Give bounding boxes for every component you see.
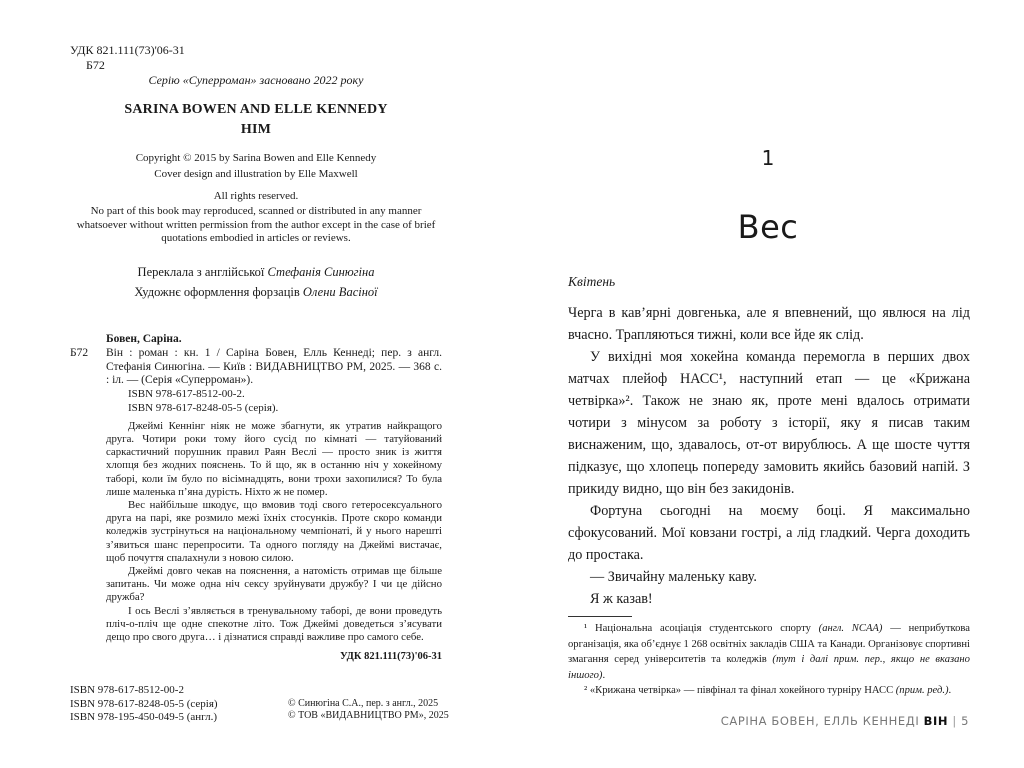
original-title: HIM: [240, 122, 272, 137]
isbn-line: ISBN 978-617-8512-00-2: [70, 684, 184, 696]
footnote-text: — неприбуткова організація, яка об’єднує 1 268 освітніх закладів США та Канади. Організовує спортивні змагання серед університетів та коледжів: [568, 623, 970, 665]
footnote-end: .: [602, 669, 606, 681]
catalog-author-heading: Бовен, Саріна.: [106, 333, 182, 345]
body-paragraph: Черга в кав’ярні довгенька, але я впевнений, що явлюся на лід вчасно. Трапляються тижні, коли все йде як слід.: [568, 305, 970, 343]
catalog-description: Він : роман : кн. 1 / Саріна Бовен, Елль Кеннеді; пер. з англ. Стефанія Синюгіна. — Київ : ВИДАВНИЦТВО РМ, 2025. — 368 с. : іл. — (Серія «Суперроман»).: [106, 346, 442, 387]
translator-credit: [70, 262, 442, 282]
footnote-note: (тут і далі прим. пер., якщо не вказано іншого): [568, 654, 970, 681]
footnote-2: [568, 683, 970, 699]
footnote-text: Національна асоціація студентського спорту: [594, 623, 811, 634]
catalog-body: [106, 333, 442, 664]
udk-bottom: УДК 821.111(73)'06-31: [340, 651, 442, 663]
isbn-line: ISBN 978-617-8248-05-5 (серія): [70, 697, 218, 710]
chapter-number: 1: [761, 146, 775, 170]
udk-header: [70, 43, 185, 73]
footnote-text: «Крижана четвірка» — півфінал та фінал хокейного турніру НАСС: [589, 685, 896, 696]
footnote-1: [568, 621, 970, 683]
catalog-code: Б72: [70, 347, 89, 359]
footer-separator: |: [952, 714, 957, 728]
chapter-body: [568, 302, 970, 610]
footnote-note: (англ. NCAA): [818, 623, 883, 634]
credits-block: [70, 262, 442, 302]
annotation-paragraph: Джеймі довго чекав на пояснення, а натомість отримав ще більше запитань. Чи може одна ніч сексу зруйнувати дружбу? І чи це дійсно дружба?: [106, 565, 442, 604]
annotation-paragraph: І ось Веслі з’являється в тренувальному таборі, де вони проведуть пліч-о-пліч ще одне спекотне літо. Тож Джеймі доведеться з’ясувати дещо про свого друга… і дізнатися справді важливе про самого себе.: [106, 604, 442, 644]
translator-name: Стефанія Синюгіна: [267, 265, 375, 279]
body-paragraph: Фортуна сьогодні на моєму боці. Я максимально сфокусований. Мої ковзани гострі, а лід гладкий. Черга доходить до простака.: [568, 503, 970, 563]
copyright-notice: [70, 150, 442, 204]
original-authors: SARINA BOWEN AND ELLE KENNEDY: [124, 102, 388, 117]
annotation-paragraph: Вес найбільше шкодує, що вмовив тоді свого гетеросексуального друга на парі, яке розмило межі їхніх стосунків. Проте скоро команди коледжів зустрінуться на національному чемпіонаті, й у нього нарешті з’явиться шанс перепросити. Та одного погляду на Джеймі вистачає, щоб почуття спалахнули з новою силою.: [106, 499, 442, 564]
chapter-title: Вес: [737, 208, 799, 246]
footnote-marker: ¹: [584, 623, 588, 634]
body-paragraph: У вихідні моя хокейна команда перемогла в перших двох матчах плейоф НАСС¹, наступний етап — це «Крижана четвірка»². Також не знаю як, проте мені вдалось отримати чотири з мінусом за роботу з історії, яку я писав таким виснаженим, що, здавалось, от-от вирублюсь. А ще шосте чуття підказує, що хлопець попереду замовить якийсь базовий напій. З прикиду видно, що він без закидонів.: [568, 349, 970, 497]
design-label: Художнє оформлення форзаців: [134, 285, 300, 299]
footnote-marker: ²: [584, 685, 588, 696]
designer-name: Олени Васіної: [302, 285, 378, 299]
running-footer: [721, 714, 969, 728]
body-paragraph: Я ж казав!: [590, 591, 653, 607]
copyright-list: [288, 698, 449, 722]
original-authors-title: [70, 100, 442, 140]
page-number: 5: [961, 714, 969, 728]
footnote-end: .: [948, 685, 952, 696]
footnotes: [568, 621, 970, 699]
copyright-line: Copyright © 2015 by Sarina Bowen and Elle Kennedy: [135, 152, 377, 164]
design-credit: [70, 282, 442, 302]
translator-label: Переклала з англійської: [137, 265, 265, 279]
isbn-line: ISBN 978-195-450-049-5 (англ.): [70, 711, 218, 723]
footer-authors: САРІНА БОВЕН, ЕЛЛЬ КЕННЕДІ: [720, 714, 920, 728]
right-page-chapter: [512, 0, 1024, 768]
rights-reserved: All rights reserved.: [213, 190, 299, 202]
catalog-isbn-2: ISBN 978-617-8248-05-5 (серія).: [128, 401, 279, 414]
rights-text: No part of this book may reproduced, scanned or distributed in any manner whatsoever without written permission from the author except in the case of brief quotations embodied in articles or reviews.: [76, 205, 436, 244]
body-paragraph: — Звичайну маленьку каву.: [590, 569, 757, 585]
cover-credit: Cover design and illustration by Elle Maxwell: [154, 168, 358, 180]
annotation-paragraph: Джеймі Кеннінг ніяк не може збагнути, як утратив найкращого друга. Чотири роки тому його сусід по кімнаті — татуйований саркастичний порушник правил Раян Веслі — просто зник із життя хлопця без жодних пояснень. То й що, як в останню ніч у хокейному таборі, коли їм було по вісімнадцять, вони трохи захопилися? То була лише маленька п’яна дурість. Ніхто ж не помер.: [106, 419, 442, 498]
footer-book-title: ВІН: [923, 714, 949, 728]
isbn-list: [70, 684, 218, 725]
footnote-rule: [568, 616, 632, 617]
series-note: Серію «Суперроман» засновано 2022 року: [148, 73, 364, 87]
copyright-line: © Синюгіна С.А., пер. з англ., 2025: [288, 698, 439, 709]
footnote-note: (прим. ред.): [895, 685, 949, 696]
udk-code: УДК 821.111(73)'06-31: [70, 43, 185, 57]
bbk-code: Б72: [86, 58, 105, 72]
chapter-dateline: Квітень: [568, 274, 616, 289]
copyright-line: © ТОВ «ВИДАВНИЦТВО РМ», 2025: [288, 710, 449, 721]
catalog-isbn-1: ISBN 978-617-8512-00-2.: [128, 388, 245, 401]
